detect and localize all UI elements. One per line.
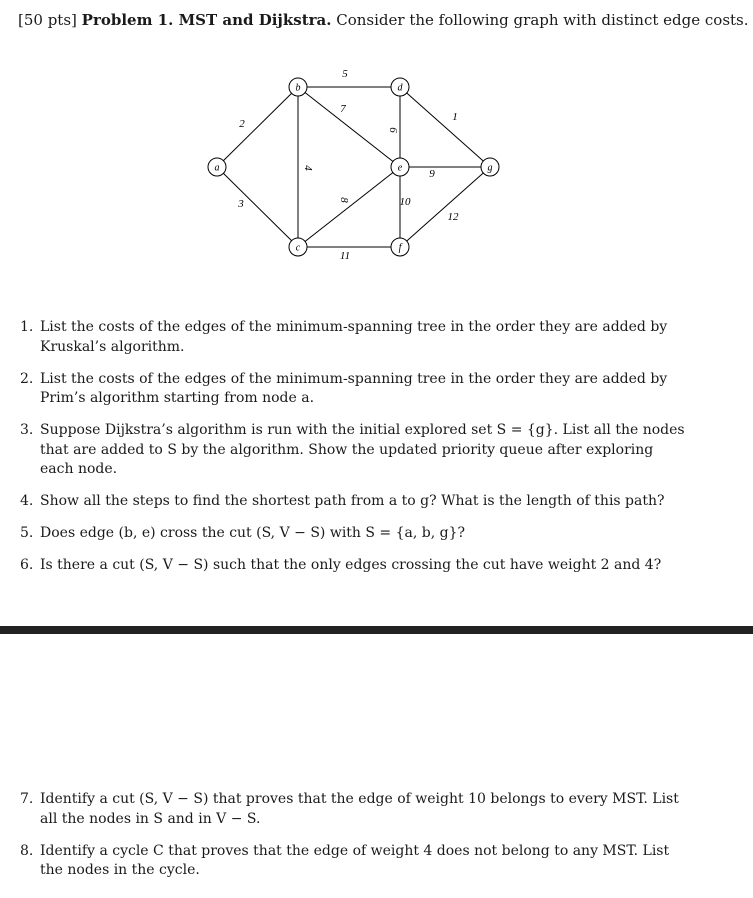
question-number: 7.: [20, 791, 34, 807]
question-text: Does edge (b, e) cross the cut (S, V − S) with S = {a, b, g}?: [40, 525, 465, 541]
question-number: 1.: [20, 319, 34, 335]
edge-c-e: [298, 167, 400, 247]
edge-weight-label: 5: [342, 68, 348, 80]
node-e: [391, 158, 409, 176]
points-label: [50 pts]: [18, 11, 77, 29]
node-d: [391, 78, 409, 96]
question-text: Show all the steps to find the shortest path from a to g? What is the length of this path?: [40, 493, 665, 509]
node-label: d: [397, 82, 403, 94]
node-c: [289, 238, 307, 256]
node-g: [481, 158, 499, 176]
graph-weight-labels: [237, 68, 459, 262]
question-list-part2: [0, 790, 688, 893]
question-number: 3.: [20, 422, 34, 438]
question-item: [0, 421, 688, 480]
edge-weight-label: 3: [238, 198, 244, 210]
question-list-part1: [0, 318, 688, 588]
question-number: 5.: [20, 525, 34, 541]
question-number: 2.: [20, 370, 34, 387]
question-text: Identify a cycle C that proves that the edge of weight 4 does not belong to any MST. List the nodes in the cycle.: [40, 842, 670, 878]
edge-weight-label: 10: [399, 196, 411, 208]
edge-f-g: [400, 167, 490, 247]
problem-header: [18, 9, 749, 31]
question-number: 4.: [20, 493, 34, 509]
edge-weight-label: 11: [339, 250, 351, 262]
question-item: [0, 524, 688, 544]
question-text: List the costs of the edges of the minimum-spanning tree in the order they are added by Prim’s algorithm starting from node a.: [40, 370, 668, 406]
edge-weight-label: 1: [452, 111, 458, 123]
graph-figure: [195, 60, 515, 270]
problem-intro: Consider the following graph with distinct edge costs.: [336, 11, 749, 29]
node-f: [391, 238, 409, 256]
edge-a-c: [217, 167, 298, 247]
question-text: Identify a cut (S, V − S) that proves that the edge of weight 10 belongs to every MST. List all the nodes in S and in V − S.: [40, 791, 679, 827]
graph-edges: [214, 87, 490, 247]
question-text: Suppose Dijkstra’s algorithm is run with the initial explored set S = {g}. List all the nodes that are added to S by the algorithm. Show the updated priority queue after exploring each node.: [40, 422, 685, 477]
edge-weight-label: 7: [340, 103, 346, 115]
edge-weight-label: 2: [239, 118, 245, 130]
node-label: f: [398, 242, 402, 254]
question-item: [0, 790, 688, 829]
edge-weight-label: 6: [387, 127, 399, 133]
edge-weight-label: 8: [338, 197, 350, 203]
edge-weight-label: 4: [302, 165, 314, 171]
edge-weight-label: 9: [429, 168, 435, 180]
question-item: [0, 556, 688, 576]
problem-title: Problem 1. MST and Dijkstra.: [81, 11, 332, 29]
question-item: [0, 492, 688, 512]
page-divider: [0, 626, 753, 634]
node-label: b: [295, 82, 301, 94]
node-label: c: [295, 242, 301, 254]
question-item: [0, 842, 688, 881]
question-number: 6.: [20, 557, 34, 573]
edge-weight-label: 12: [447, 211, 459, 223]
node-label: a: [214, 162, 220, 174]
question-text: List the costs of the edges of the minimum-spanning tree in the order they are added by Kruskal’s algorithm.: [40, 319, 668, 355]
node-label: g: [487, 162, 493, 174]
node-a: [208, 158, 226, 176]
edge-d-g: [400, 87, 490, 167]
edge-a-b: [217, 87, 298, 167]
question-text: Is there a cut (S, V − S) such that the only edges crossing the cut have weight 2 and 4?: [40, 557, 662, 573]
question-item: [0, 318, 688, 357]
node-b: [289, 78, 307, 96]
node-label: e: [397, 162, 403, 174]
question-item: [0, 370, 688, 409]
edge-b-e: [298, 87, 400, 167]
question-number: 8.: [20, 842, 34, 859]
